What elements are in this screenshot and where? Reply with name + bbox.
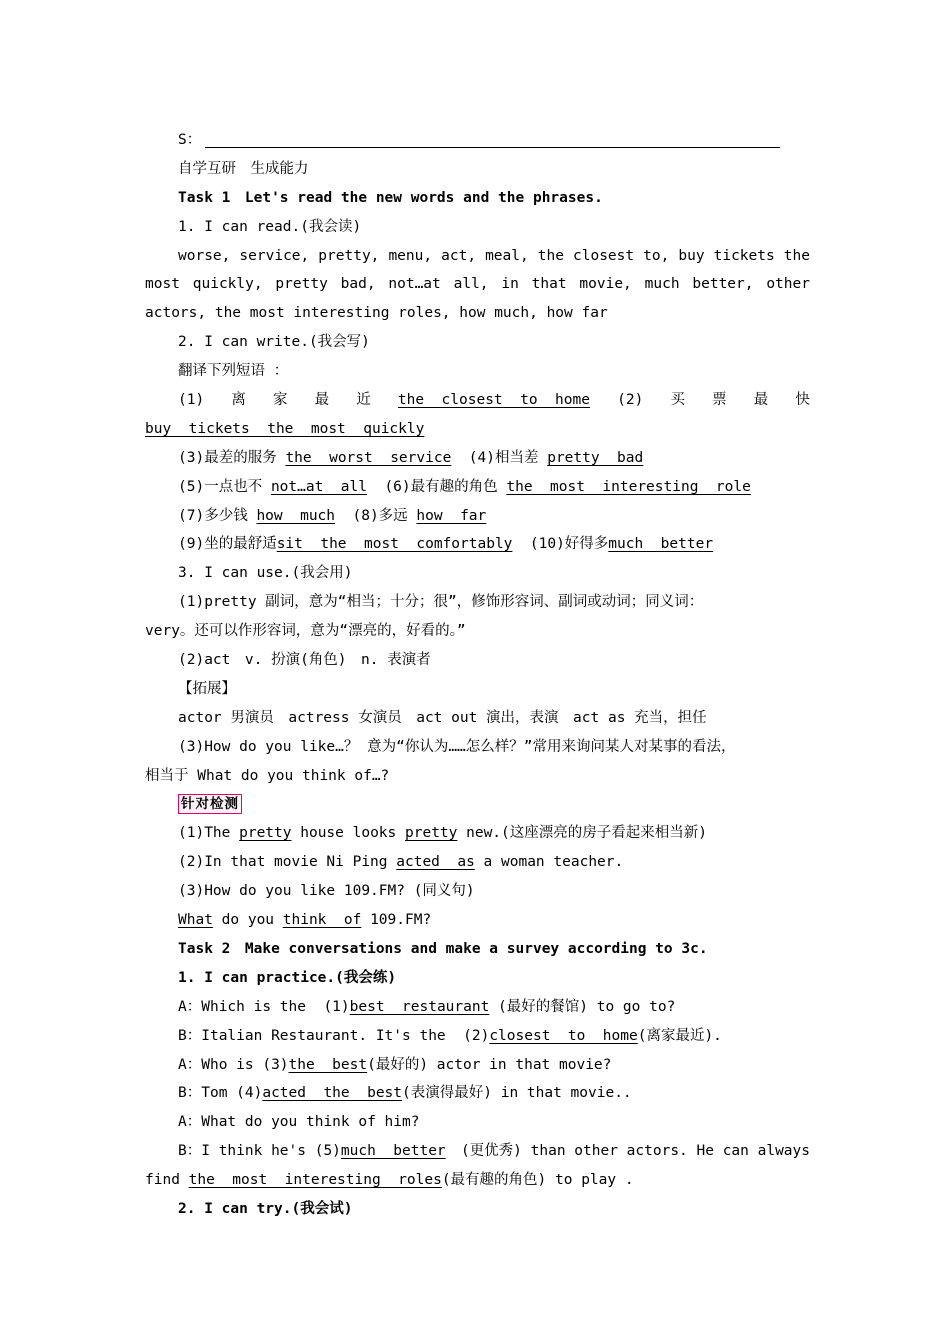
- word: pretty,: [318, 247, 380, 264]
- text: find: [145, 1172, 189, 1189]
- word: in: [501, 276, 519, 293]
- word: worse,: [178, 247, 231, 264]
- text: (2)In that movie Ni Ping: [178, 854, 397, 871]
- extension-label: 【拓展】: [178, 680, 236, 697]
- s-answer-blank: [205, 133, 780, 148]
- document-content: [145, 126, 810, 1224]
- phrase-answer: pretty bad: [547, 449, 644, 466]
- try-heading: 2. I can try.(我会试): [178, 1200, 353, 1217]
- use-1-line-2: very。还可以作形容词，意为“漂亮的，好看的。”: [145, 623, 466, 640]
- write-heading: 2. I can write.(我会写): [178, 334, 370, 351]
- answer: the most interesting roles: [188, 1172, 442, 1189]
- text: house looks: [291, 825, 405, 842]
- word: better,: [692, 276, 754, 293]
- phrase-char: 近: [356, 392, 371, 409]
- word: act,: [441, 247, 477, 264]
- text: (1)The: [178, 825, 240, 842]
- phrase-label: (2): [617, 392, 644, 409]
- word: tickets: [713, 247, 775, 264]
- phrase-answer: how much: [256, 507, 336, 524]
- text: do you: [212, 912, 283, 929]
- phrase-label: (1): [178, 392, 205, 409]
- phrase-char: 最: [753, 392, 769, 409]
- phrase-row-3-4: [145, 444, 810, 473]
- text: B：Italian Restaurant. It's the (2): [178, 1027, 490, 1044]
- use-3-line-2: 相当于 What do you think of…?: [145, 767, 390, 784]
- word: all,: [453, 276, 489, 293]
- read-line-1: [145, 242, 810, 271]
- answer: pretty: [405, 825, 458, 842]
- word: menu,: [388, 247, 433, 264]
- word: to,: [643, 247, 670, 264]
- answer: acted the best: [262, 1085, 403, 1102]
- check-badge-line: [145, 790, 810, 819]
- phrase-answer: buy tickets the most quickly: [145, 420, 425, 437]
- phrase-label: (7)多少钱: [178, 507, 248, 524]
- word: bad,: [340, 276, 376, 293]
- dialogue-line-2: [145, 1022, 810, 1051]
- use-2-line: (2)act v. 扮演(角色) n. 表演者: [178, 652, 431, 669]
- phrase-answer: how far: [416, 507, 487, 524]
- phrase-answer: sit the most comfortably: [276, 536, 513, 553]
- word: other: [766, 276, 810, 293]
- answer: closest to home: [489, 1027, 638, 1044]
- phrase-label: (3)最差的服务: [178, 449, 277, 466]
- phrase-row-7-8: [145, 502, 810, 531]
- text: a woman teacher.: [474, 854, 624, 871]
- phrase-char: 家: [272, 392, 288, 409]
- text: (最有趣的角色) to play .: [441, 1172, 634, 1189]
- text: (更优秀) than other actors. He can always: [460, 1143, 810, 1160]
- word: much: [644, 276, 680, 293]
- text: A：Which is the (1): [178, 998, 350, 1015]
- task2-title: Task 2 Make conversations and make a survey according to 3c.: [178, 940, 708, 957]
- text: B：I think he's (5): [178, 1143, 341, 1160]
- word: movie,: [579, 276, 632, 293]
- text: 109.FM?: [361, 912, 432, 929]
- phrase-label: (5)一点也不: [178, 478, 263, 495]
- dialogue-line-3: [145, 1051, 810, 1080]
- answer: acted as: [396, 854, 475, 871]
- extension-line: actor 男演员 actress 女演员 act out 演出，表演 act as 充当，担任: [178, 709, 707, 726]
- word: the: [783, 247, 810, 264]
- text: new.(这座漂亮的房子看起来相当新): [457, 825, 707, 842]
- phrase-row-2-answer: [145, 415, 810, 444]
- text: (离家最近).: [637, 1027, 722, 1044]
- dialogue-line-5: A：What do you think of him?: [178, 1114, 420, 1131]
- s-label: S：: [178, 132, 202, 148]
- answer: much better: [340, 1143, 446, 1160]
- section-title: 自学互研 生成能力: [178, 160, 309, 177]
- use-3-line-1: (3)How do you like…？ 意为“你认为……怎么样？”常用来询问某人对某事的看法，: [178, 738, 736, 755]
- task1-title: Task 1 Let's read the new words and the phrases.: [178, 189, 603, 206]
- phrase-label: (6)最有趣的角色: [384, 478, 498, 495]
- text-wrap: [178, 1137, 446, 1166]
- practice-heading: 1. I can practice.(我会练): [178, 969, 397, 986]
- dialogue-line-4: [145, 1079, 810, 1108]
- word: meal,: [485, 247, 529, 264]
- phrase-label: (8)多远: [352, 507, 408, 524]
- word: most: [145, 276, 180, 293]
- word: not…at: [388, 276, 441, 293]
- word: that: [531, 276, 567, 293]
- use-heading: 3. I can use.(我会用): [178, 565, 353, 582]
- phrase-row-9-10: [145, 530, 810, 559]
- answer: think of: [282, 912, 362, 929]
- phrase-answer: the closest to home: [397, 392, 590, 409]
- answer: What: [178, 912, 213, 929]
- phrase-char: 快: [795, 392, 810, 409]
- text: (表演得最好) in that movie..: [402, 1085, 632, 1102]
- phrase-answer: the most interesting role: [506, 478, 751, 495]
- answer: best restaurant: [349, 998, 490, 1015]
- text: B：Tom (4): [178, 1085, 263, 1102]
- read-line-2: [145, 270, 810, 299]
- word: the: [537, 247, 564, 264]
- word: closest: [573, 247, 635, 264]
- phrase-row-5-6: [145, 473, 810, 502]
- read-heading: 1. I can read.(我会读): [178, 218, 362, 235]
- dialogue-line-1: [145, 993, 810, 1022]
- word: pretty: [275, 276, 328, 293]
- phrase-char: 买: [670, 392, 685, 409]
- phrase-char: 票: [712, 392, 727, 409]
- answer: pretty: [239, 825, 292, 842]
- phrase-label: (9)坐的最舒适: [178, 536, 277, 553]
- check-item-3: (3)How do you like 109.FM? (同义句): [178, 883, 475, 900]
- phrase-label: (4)相当差: [468, 449, 539, 466]
- use-1-line-1: (1)pretty 副词，意为“相当；十分；很”，修饰形容词、副词或动词；同义词：: [178, 594, 704, 611]
- answer: the best: [288, 1056, 368, 1073]
- phrase-char: 最: [314, 392, 330, 409]
- phrase-answer: not…at all: [270, 478, 367, 495]
- phrase-answer: the worst service: [285, 449, 452, 466]
- s-answer-line: [145, 126, 810, 155]
- text: (最好的餐馆) to go to?: [489, 998, 676, 1015]
- phrase-label: (10)好得多: [529, 536, 609, 553]
- text: (最好的) actor in that movie?: [367, 1056, 612, 1073]
- read-line-3: actors, the most interesting roles, how much, how far: [145, 305, 608, 322]
- phrase-answer: much better: [608, 536, 714, 553]
- check-item-1: [145, 819, 810, 848]
- word: quickly,: [192, 276, 263, 293]
- check-badge: 针对检测: [178, 794, 242, 814]
- translate-heading: 翻译下列短语 ：: [178, 363, 289, 380]
- phrase-row-1-2: [145, 386, 810, 415]
- word: buy: [678, 247, 705, 264]
- check-item-3-answer: [145, 906, 810, 935]
- word: service,: [239, 247, 310, 264]
- phrase-char: 离: [231, 392, 246, 409]
- dialogue-line-6: [145, 1137, 810, 1166]
- check-item-2: [145, 848, 810, 877]
- dialogue-line-7: [145, 1166, 810, 1195]
- text: A：Who is (3): [178, 1056, 289, 1073]
